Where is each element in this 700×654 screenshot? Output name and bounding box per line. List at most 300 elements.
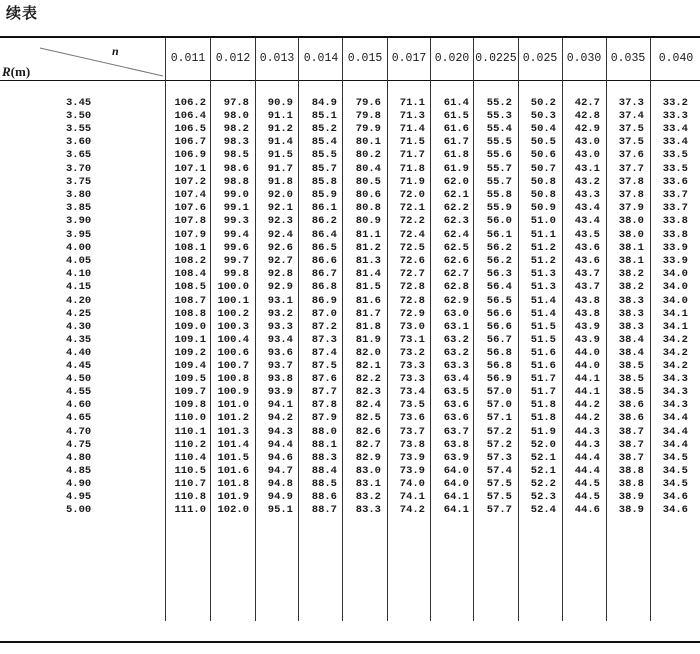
value-cell: 73.7 bbox=[399, 426, 425, 438]
value-cell: 99.7 bbox=[223, 255, 249, 267]
value-cell: 71.5 bbox=[399, 136, 425, 148]
value-cell: 93.3 bbox=[267, 321, 293, 333]
value-cell: 86.8 bbox=[311, 281, 337, 293]
value-cell: 102.0 bbox=[217, 504, 249, 516]
value-cell: 34.1 bbox=[662, 321, 688, 333]
value-cell: 38.6 bbox=[618, 399, 644, 411]
value-cell: 57.3 bbox=[486, 452, 512, 464]
value-cell: 107.6 bbox=[174, 202, 206, 214]
value-cell: 55.6 bbox=[486, 149, 512, 161]
value-cell: 43.7 bbox=[574, 281, 600, 293]
value-cell: 94.1 bbox=[267, 399, 293, 411]
value-cell: 71.9 bbox=[399, 176, 425, 188]
column-header-n: 0.014 bbox=[303, 52, 339, 65]
value-cell: 98.6 bbox=[223, 163, 249, 175]
radius-cell: 4.20 bbox=[66, 295, 92, 307]
value-cell: 92.6 bbox=[267, 242, 293, 254]
header-corner-cell bbox=[0, 38, 165, 80]
value-cell: 101.4 bbox=[217, 439, 249, 451]
value-cell: 38.3 bbox=[618, 308, 644, 320]
value-cell: 108.5 bbox=[174, 281, 206, 293]
value-cell: 38.7 bbox=[618, 426, 644, 438]
value-cell: 99.4 bbox=[223, 229, 249, 241]
value-cell: 81.3 bbox=[355, 255, 381, 267]
value-cell: 34.5 bbox=[662, 478, 688, 490]
value-cell: 64.0 bbox=[443, 465, 469, 477]
value-cell: 93.8 bbox=[267, 373, 293, 385]
value-cell: 72.2 bbox=[399, 215, 425, 227]
value-cell: 57.4 bbox=[486, 465, 512, 477]
radius-cell: 3.60 bbox=[66, 136, 92, 148]
value-cell: 87.7 bbox=[311, 386, 337, 398]
value-cell: 81.5 bbox=[355, 281, 381, 293]
value-cell: 55.2 bbox=[486, 97, 512, 109]
value-cell: 73.9 bbox=[399, 452, 425, 464]
value-cell: 74.2 bbox=[399, 504, 425, 516]
value-cell: 44.2 bbox=[574, 399, 600, 411]
value-cell: 52.1 bbox=[530, 452, 556, 464]
value-cell: 38.8 bbox=[618, 478, 644, 490]
value-cell: 51.5 bbox=[530, 334, 556, 346]
radius-cell: 4.35 bbox=[66, 334, 92, 346]
value-cell: 79.8 bbox=[355, 110, 381, 122]
value-cell: 87.3 bbox=[311, 334, 337, 346]
value-cell: 33.4 bbox=[662, 123, 688, 135]
value-cell: 73.5 bbox=[399, 399, 425, 411]
value-cell: 38.2 bbox=[618, 268, 644, 280]
value-cell: 80.9 bbox=[355, 215, 381, 227]
value-cell: 101.8 bbox=[217, 478, 249, 490]
value-cell: 87.5 bbox=[311, 360, 337, 372]
value-cell: 100.1 bbox=[217, 295, 249, 307]
value-cell: 52.0 bbox=[530, 439, 556, 451]
value-cell: 82.6 bbox=[355, 426, 381, 438]
value-cell: 72.8 bbox=[399, 281, 425, 293]
value-cell: 34.4 bbox=[662, 412, 688, 424]
value-cell: 57.0 bbox=[486, 386, 512, 398]
value-cell: 73.6 bbox=[399, 412, 425, 424]
value-cell: 44.4 bbox=[574, 465, 600, 477]
value-cell: 100.6 bbox=[217, 347, 249, 359]
value-cell: 73.2 bbox=[399, 347, 425, 359]
value-cell: 38.0 bbox=[618, 229, 644, 241]
value-cell: 33.7 bbox=[662, 189, 688, 201]
value-cell: 80.8 bbox=[355, 202, 381, 214]
value-cell: 86.7 bbox=[311, 268, 337, 280]
value-cell: 107.4 bbox=[174, 189, 206, 201]
value-cell: 108.7 bbox=[174, 295, 206, 307]
value-cell: 107.2 bbox=[174, 176, 206, 188]
value-cell: 33.8 bbox=[662, 215, 688, 227]
value-cell: 109.1 bbox=[174, 334, 206, 346]
value-cell: 87.2 bbox=[311, 321, 337, 333]
value-cell: 81.6 bbox=[355, 295, 381, 307]
value-cell: 62.0 bbox=[443, 176, 469, 188]
value-cell: 71.4 bbox=[399, 123, 425, 135]
value-cell: 80.2 bbox=[355, 149, 381, 161]
value-cell: 34.6 bbox=[662, 504, 688, 516]
radius-cell: 3.65 bbox=[66, 149, 92, 161]
value-cell: 100.7 bbox=[217, 360, 249, 372]
radius-cell: 3.75 bbox=[66, 176, 92, 188]
value-cell: 82.2 bbox=[355, 373, 381, 385]
value-cell: 62.8 bbox=[443, 281, 469, 293]
value-cell: 51.2 bbox=[530, 255, 556, 267]
value-cell: 82.1 bbox=[355, 360, 381, 372]
value-cell: 56.9 bbox=[486, 373, 512, 385]
value-cell: 63.2 bbox=[443, 347, 469, 359]
value-cell: 94.6 bbox=[267, 452, 293, 464]
value-cell: 108.1 bbox=[174, 242, 206, 254]
value-cell: 93.6 bbox=[267, 347, 293, 359]
value-cell: 87.4 bbox=[311, 347, 337, 359]
value-cell: 82.7 bbox=[355, 439, 381, 451]
value-cell: 57.2 bbox=[486, 439, 512, 451]
value-cell: 88.3 bbox=[311, 452, 337, 464]
radius-cell: 3.95 bbox=[66, 229, 92, 241]
value-cell: 63.8 bbox=[443, 439, 469, 451]
value-cell: 38.3 bbox=[618, 321, 644, 333]
value-cell: 34.4 bbox=[662, 439, 688, 451]
radius-cell: 4.90 bbox=[66, 478, 92, 490]
value-cell: 37.3 bbox=[618, 97, 644, 109]
value-cell: 97.8 bbox=[223, 97, 249, 109]
value-cell: 44.2 bbox=[574, 412, 600, 424]
value-cell: 82.5 bbox=[355, 412, 381, 424]
value-cell: 85.5 bbox=[311, 149, 337, 161]
value-cell: 63.3 bbox=[443, 360, 469, 372]
value-cell: 82.0 bbox=[355, 347, 381, 359]
radius-cell: 3.45 bbox=[66, 97, 92, 109]
value-cell: 43.6 bbox=[574, 255, 600, 267]
value-cell: 56.1 bbox=[486, 229, 512, 241]
value-cell: 71.7 bbox=[399, 149, 425, 161]
value-cell: 33.5 bbox=[662, 149, 688, 161]
radius-cell: 4.45 bbox=[66, 360, 92, 372]
value-cell: 51.2 bbox=[530, 242, 556, 254]
value-cell: 51.9 bbox=[530, 426, 556, 438]
value-cell: 51.8 bbox=[530, 399, 556, 411]
value-cell: 38.3 bbox=[618, 295, 644, 307]
value-cell: 86.4 bbox=[311, 229, 337, 241]
value-cell: 87.0 bbox=[311, 308, 337, 320]
value-cell: 71.3 bbox=[399, 110, 425, 122]
value-cell: 43.3 bbox=[574, 189, 600, 201]
value-cell: 98.8 bbox=[223, 176, 249, 188]
value-cell: 38.1 bbox=[618, 255, 644, 267]
column-header-n: 0.017 bbox=[391, 52, 427, 65]
value-cell: 107.1 bbox=[174, 163, 206, 175]
value-cell: 85.8 bbox=[311, 176, 337, 188]
radius-cell: 3.55 bbox=[66, 123, 92, 135]
value-cell: 62.6 bbox=[443, 255, 469, 267]
value-cell: 44.6 bbox=[574, 504, 600, 516]
value-cell: 44.0 bbox=[574, 347, 600, 359]
value-cell: 63.6 bbox=[443, 399, 469, 411]
value-cell: 91.7 bbox=[267, 163, 293, 175]
value-cell: 34.3 bbox=[662, 386, 688, 398]
column-header-n: 0.012 bbox=[215, 52, 251, 65]
value-cell: 92.8 bbox=[267, 268, 293, 280]
value-cell: 62.5 bbox=[443, 242, 469, 254]
value-cell: 37.5 bbox=[618, 123, 644, 135]
value-cell: 92.3 bbox=[267, 215, 293, 227]
value-cell: 107.9 bbox=[174, 229, 206, 241]
value-cell: 43.6 bbox=[574, 242, 600, 254]
value-cell: 82.4 bbox=[355, 399, 381, 411]
value-cell: 43.9 bbox=[574, 334, 600, 346]
value-cell: 108.8 bbox=[174, 308, 206, 320]
value-cell: 33.9 bbox=[662, 255, 688, 267]
value-cell: 51.4 bbox=[530, 308, 556, 320]
value-cell: 99.8 bbox=[223, 268, 249, 280]
radius-cell: 4.80 bbox=[66, 452, 92, 464]
value-cell: 99.1 bbox=[223, 202, 249, 214]
value-cell: 55.5 bbox=[486, 136, 512, 148]
value-cell: 55.7 bbox=[486, 176, 512, 188]
column-header-n: 0.011 bbox=[170, 52, 206, 65]
value-cell: 42.7 bbox=[574, 97, 600, 109]
radius-cell: 4.50 bbox=[66, 373, 92, 385]
value-cell: 33.5 bbox=[662, 163, 688, 175]
value-cell: 92.0 bbox=[267, 189, 293, 201]
value-cell: 92.4 bbox=[267, 229, 293, 241]
value-cell: 57.5 bbox=[486, 478, 512, 490]
value-cell: 55.8 bbox=[486, 189, 512, 201]
value-cell: 83.0 bbox=[355, 465, 381, 477]
table-bottom-rule bbox=[0, 641, 700, 643]
value-cell: 33.4 bbox=[662, 136, 688, 148]
value-cell: 101.9 bbox=[217, 491, 249, 503]
value-cell: 101.0 bbox=[217, 399, 249, 411]
value-cell: 85.7 bbox=[311, 163, 337, 175]
value-cell: 63.4 bbox=[443, 373, 469, 385]
value-cell: 34.2 bbox=[662, 360, 688, 372]
value-cell: 101.5 bbox=[217, 452, 249, 464]
value-cell: 57.1 bbox=[486, 412, 512, 424]
value-cell: 93.7 bbox=[267, 360, 293, 372]
value-cell: 51.8 bbox=[530, 412, 556, 424]
value-cell: 110.7 bbox=[174, 478, 206, 490]
value-cell: 63.2 bbox=[443, 334, 469, 346]
value-cell: 55.4 bbox=[486, 123, 512, 135]
radius-cell: 4.55 bbox=[66, 386, 92, 398]
value-cell: 37.8 bbox=[618, 189, 644, 201]
value-cell: 110.5 bbox=[174, 465, 206, 477]
value-cell: 106.7 bbox=[174, 136, 206, 148]
value-cell: 50.6 bbox=[530, 149, 556, 161]
value-cell: 34.0 bbox=[662, 295, 688, 307]
value-cell: 100.3 bbox=[217, 321, 249, 333]
value-cell: 72.8 bbox=[399, 295, 425, 307]
value-cell: 88.1 bbox=[311, 439, 337, 451]
value-cell: 106.5 bbox=[174, 123, 206, 135]
value-cell: 38.1 bbox=[618, 242, 644, 254]
value-cell: 52.4 bbox=[530, 504, 556, 516]
value-cell: 38.6 bbox=[618, 412, 644, 424]
value-cell: 88.5 bbox=[311, 478, 337, 490]
value-cell: 111.0 bbox=[174, 504, 206, 516]
value-cell: 44.3 bbox=[574, 426, 600, 438]
value-cell: 106.2 bbox=[174, 97, 206, 109]
value-cell: 34.5 bbox=[662, 465, 688, 477]
value-cell: 37.8 bbox=[618, 176, 644, 188]
value-cell: 106.4 bbox=[174, 110, 206, 122]
value-cell: 56.0 bbox=[486, 215, 512, 227]
value-cell: 62.1 bbox=[443, 189, 469, 201]
value-cell: 95.1 bbox=[267, 504, 293, 516]
value-cell: 80.1 bbox=[355, 136, 381, 148]
value-cell: 82.3 bbox=[355, 386, 381, 398]
value-cell: 42.8 bbox=[574, 110, 600, 122]
value-cell: 71.8 bbox=[399, 163, 425, 175]
value-cell: 100.8 bbox=[217, 373, 249, 385]
value-cell: 42.9 bbox=[574, 123, 600, 135]
value-cell: 38.9 bbox=[618, 504, 644, 516]
value-cell: 56.8 bbox=[486, 360, 512, 372]
value-cell: 62.7 bbox=[443, 268, 469, 280]
table-header-rule bbox=[0, 80, 700, 81]
r-label bbox=[2, 64, 30, 80]
r-unit: (m) bbox=[10, 64, 31, 79]
value-cell: 85.1 bbox=[311, 110, 337, 122]
radius-cell: 4.40 bbox=[66, 347, 92, 359]
value-cell: 94.8 bbox=[267, 478, 293, 490]
value-cell: 109.2 bbox=[174, 347, 206, 359]
value-cell: 38.9 bbox=[618, 491, 644, 503]
value-cell: 52.2 bbox=[530, 478, 556, 490]
radius-cell: 4.25 bbox=[66, 308, 92, 320]
value-cell: 72.4 bbox=[399, 229, 425, 241]
value-cell: 38.7 bbox=[618, 452, 644, 464]
value-cell: 50.3 bbox=[530, 110, 556, 122]
value-cell: 63.9 bbox=[443, 452, 469, 464]
value-cell: 50.2 bbox=[530, 97, 556, 109]
value-cell: 38.2 bbox=[618, 281, 644, 293]
value-cell: 44.5 bbox=[574, 491, 600, 503]
column-header-n: 0.035 bbox=[610, 52, 646, 65]
value-cell: 101.3 bbox=[217, 426, 249, 438]
value-cell: 98.0 bbox=[223, 110, 249, 122]
value-cell: 56.7 bbox=[486, 334, 512, 346]
radius-cell: 4.05 bbox=[66, 255, 92, 267]
column-header-n: 0.025 bbox=[522, 52, 558, 65]
value-cell: 72.0 bbox=[399, 189, 425, 201]
value-cell: 43.0 bbox=[574, 149, 600, 161]
value-cell: 86.2 bbox=[311, 215, 337, 227]
value-cell: 63.5 bbox=[443, 386, 469, 398]
value-cell: 43.4 bbox=[574, 202, 600, 214]
value-cell: 51.1 bbox=[530, 229, 556, 241]
value-cell: 109.8 bbox=[174, 399, 206, 411]
value-cell: 57.5 bbox=[486, 491, 512, 503]
value-cell: 80.5 bbox=[355, 176, 381, 188]
value-cell: 92.9 bbox=[267, 281, 293, 293]
value-cell: 108.4 bbox=[174, 268, 206, 280]
value-cell: 38.4 bbox=[618, 347, 644, 359]
value-cell: 91.1 bbox=[267, 110, 293, 122]
value-cell: 43.5 bbox=[574, 229, 600, 241]
value-cell: 61.6 bbox=[443, 123, 469, 135]
value-cell: 110.8 bbox=[174, 491, 206, 503]
value-cell: 50.9 bbox=[530, 202, 556, 214]
value-cell: 100.0 bbox=[217, 281, 249, 293]
value-cell: 37.4 bbox=[618, 110, 644, 122]
value-cell: 56.4 bbox=[486, 281, 512, 293]
value-cell: 61.4 bbox=[443, 97, 469, 109]
value-cell: 62.9 bbox=[443, 295, 469, 307]
value-cell: 99.0 bbox=[223, 189, 249, 201]
value-cell: 81.2 bbox=[355, 242, 381, 254]
value-cell: 43.7 bbox=[574, 268, 600, 280]
n-label: n bbox=[112, 44, 119, 58]
value-cell: 93.1 bbox=[267, 295, 293, 307]
value-cell: 84.9 bbox=[311, 97, 337, 109]
value-cell: 50.5 bbox=[530, 136, 556, 148]
column-header-n: 0.020 bbox=[434, 52, 470, 65]
value-cell: 64.0 bbox=[443, 478, 469, 490]
value-cell: 43.9 bbox=[574, 321, 600, 333]
value-cell: 33.9 bbox=[662, 242, 688, 254]
value-cell: 86.9 bbox=[311, 295, 337, 307]
value-cell: 34.1 bbox=[662, 308, 688, 320]
value-cell: 98.3 bbox=[223, 136, 249, 148]
radius-cell: 4.15 bbox=[66, 281, 92, 293]
value-cell: 101.2 bbox=[217, 412, 249, 424]
value-cell: 109.0 bbox=[174, 321, 206, 333]
value-cell: 50.7 bbox=[530, 163, 556, 175]
radius-cell: 4.70 bbox=[66, 426, 92, 438]
value-cell: 51.7 bbox=[530, 386, 556, 398]
value-cell: 51.5 bbox=[530, 321, 556, 333]
radius-cell: 3.90 bbox=[66, 215, 92, 227]
value-cell: 43.1 bbox=[574, 163, 600, 175]
value-cell: 94.4 bbox=[267, 439, 293, 451]
value-cell: 52.3 bbox=[530, 491, 556, 503]
value-cell: 72.7 bbox=[399, 268, 425, 280]
value-cell: 100.9 bbox=[217, 386, 249, 398]
value-cell: 34.5 bbox=[662, 452, 688, 464]
value-cell: 34.6 bbox=[662, 491, 688, 503]
value-cell: 57.7 bbox=[486, 504, 512, 516]
value-cell: 34.2 bbox=[662, 347, 688, 359]
value-cell: 55.9 bbox=[486, 202, 512, 214]
radius-cell: 4.30 bbox=[66, 321, 92, 333]
value-cell: 44.1 bbox=[574, 386, 600, 398]
value-cell: 88.4 bbox=[311, 465, 337, 477]
value-cell: 44.3 bbox=[574, 439, 600, 451]
radius-cell: 3.80 bbox=[66, 189, 92, 201]
value-cell: 109.5 bbox=[174, 373, 206, 385]
value-cell: 110.4 bbox=[174, 452, 206, 464]
column-header-n: 0.015 bbox=[347, 52, 383, 65]
value-cell: 50.8 bbox=[530, 176, 556, 188]
value-cell: 56.2 bbox=[486, 255, 512, 267]
value-cell: 33.7 bbox=[662, 202, 688, 214]
value-cell: 61.8 bbox=[443, 149, 469, 161]
value-cell: 57.2 bbox=[486, 426, 512, 438]
value-cell: 72.5 bbox=[399, 242, 425, 254]
value-cell: 72.1 bbox=[399, 202, 425, 214]
value-cell: 55.3 bbox=[486, 110, 512, 122]
value-cell: 51.6 bbox=[530, 347, 556, 359]
value-cell: 81.4 bbox=[355, 268, 381, 280]
value-cell: 57.0 bbox=[486, 399, 512, 411]
value-cell: 109.7 bbox=[174, 386, 206, 398]
value-cell: 50.4 bbox=[530, 123, 556, 135]
value-cell: 44.0 bbox=[574, 360, 600, 372]
column-header-n: 0.0225 bbox=[475, 52, 517, 65]
